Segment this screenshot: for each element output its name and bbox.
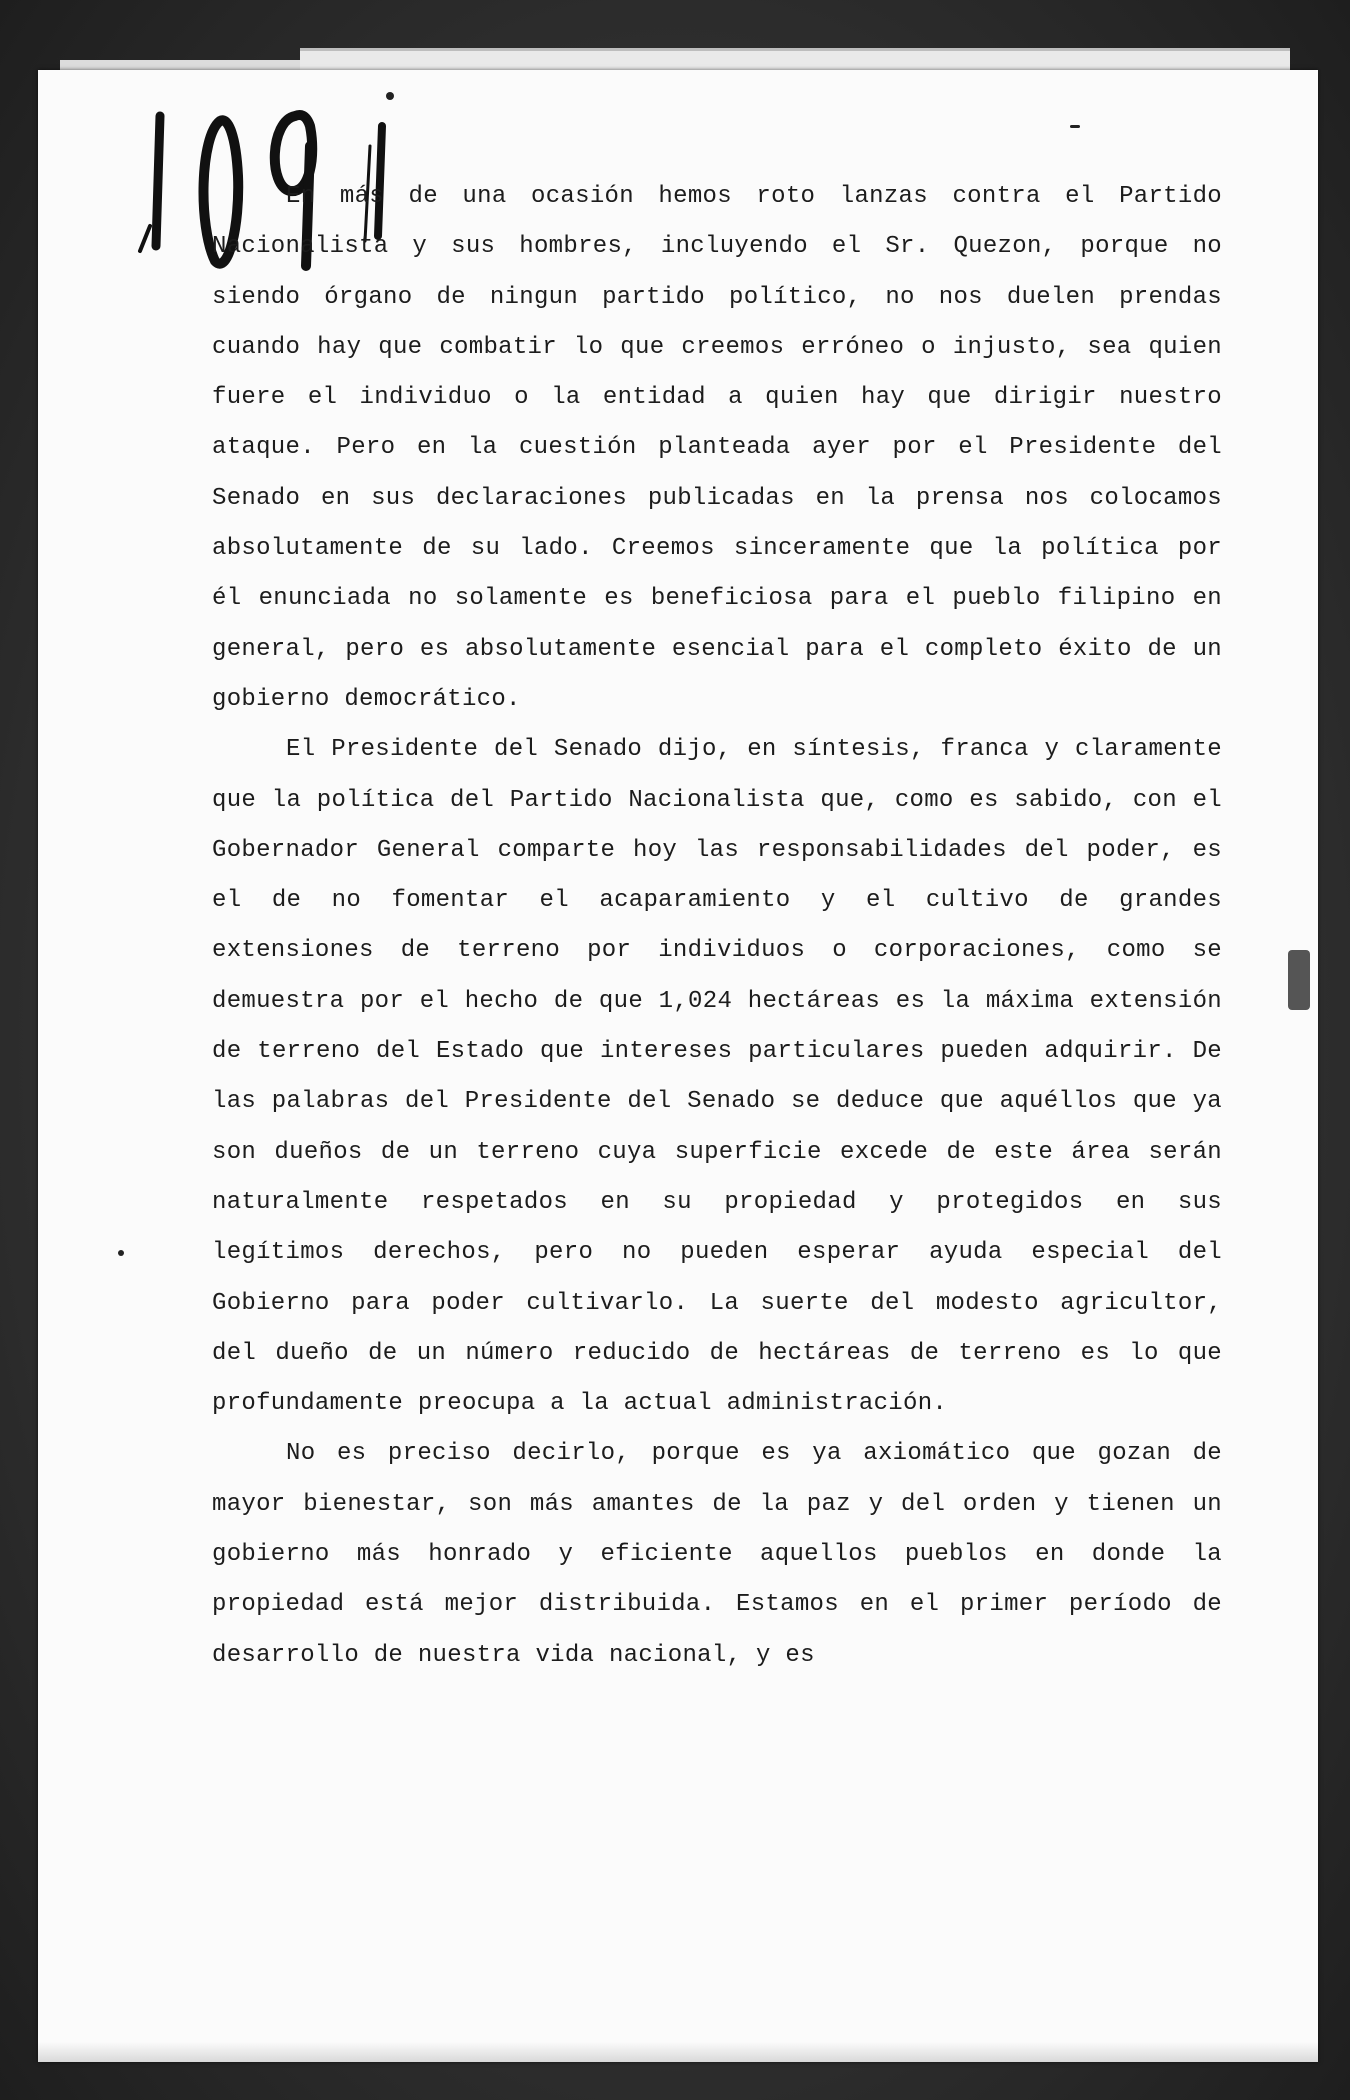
paragraph-2: El Presidente del Senado dijo, en síntesis, franca y claramente que la política del Partido Nacionalista que, como es sabido, con el Gobernador General comparte hoy las responsabilidades del poder, es el de no fomentar el acaparamiento y el cultivo de grandes extensiones de terreno por individuos o corporaciones, como se demuestra por el hecho de que 1,024 hectáreas es la máxima extensión de terreno del Estado que intereses particulares pueden adquirir. De las palabras del Presidente del Senado se deduce que aquéllos que ya son dueños de un terreno cuya superficie excede de este área serán naturalmente respetados en su propiedad y protegidos en sus legítimos derechos, pero no pueden esperar ayuda especial del Gobierno para poder cultivarlo. La suerte del modesto agricultor, del dueño de un número reducido de hectáreas de terreno es lo que profundamente preocupa a la actual administración. — [212, 736, 1222, 1418]
document-body — [212, 172, 1222, 1681]
paragraph-3: No es preciso decirlo, porque es ya axiomático que gozan de mayor bienestar, son más amantes de la paz y del orden y tienen un gobierno más honrado y eficiente aquellos pueblos en donde la propiedad está mejor distribuida. Estamos en el primer período de desarrollo de nuestra vida nacional, y es — [212, 1440, 1222, 1669]
paragraph-1: En más de una ocasión hemos roto lanzas contra el Partido Nacionalista y sus hombres, incluyendo el Sr. Quezon, porque no siendo órgano de ningun partido político, no nos duelen prendas cuando hay que combatir lo que creemos erróneo o injusto, sea quien fuere el individuo o la entidad a quien hay que dirigir nuestro ataque. Pero en la cuestión planteada ayer por el Presidente del Senado en sus declaraciones publicadas en la prensa nos colocamos absolutamente de su lado. Creemos sinceramente que la política por él enunciada no solamente es beneficiosa para el pueblo filipino en general, pero es absolutamente esencial para el completo éxito de un gobierno democrático. — [212, 183, 1222, 713]
page-bottom-edge — [38, 2042, 1318, 2062]
